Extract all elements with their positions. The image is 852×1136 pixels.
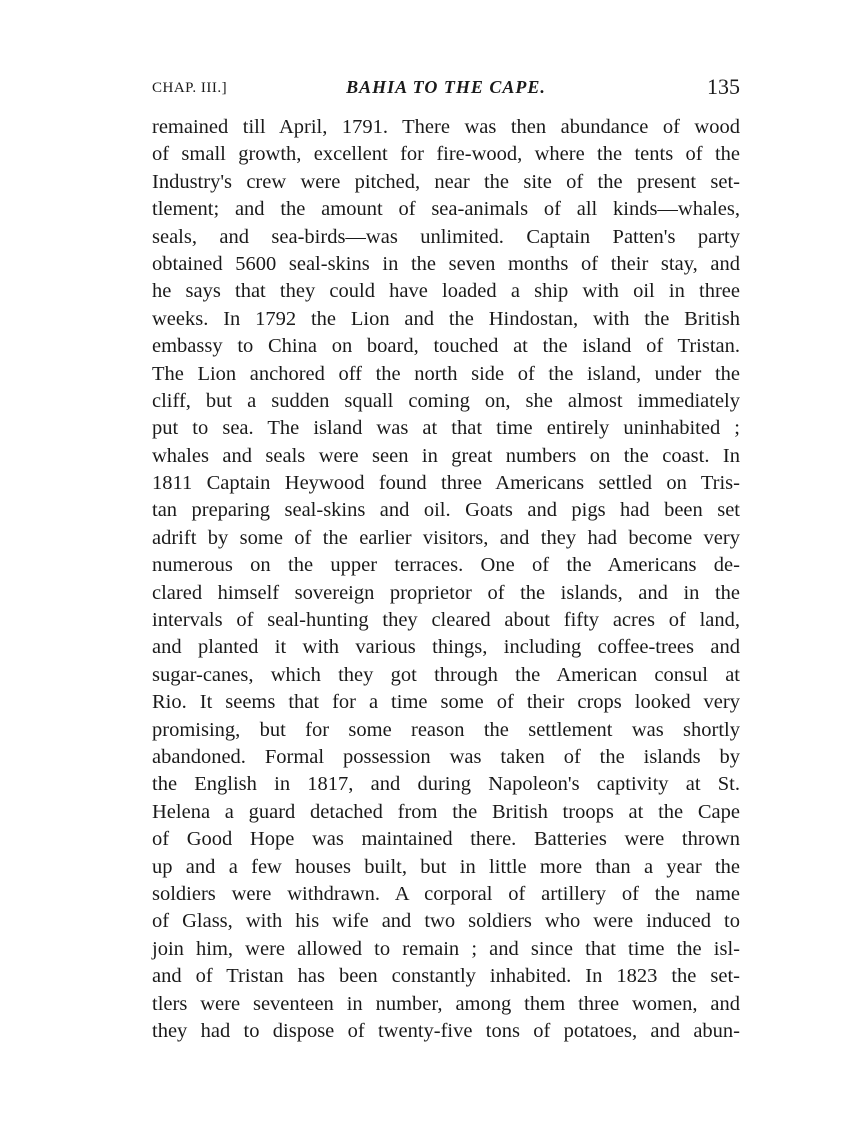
text-line: obtained 5600 seal-skins in the seven months of their stay, and (152, 252, 740, 275)
text-line: of Glass, with his wife and two soldiers who were induced to (152, 910, 740, 933)
text-line: they had to dispose of twenty-five tons of potatoes, and abun- (152, 1019, 740, 1042)
text-line: he says that they could have loaded a ship with oil in three (152, 280, 740, 303)
text-line: and of Tristan has been constantly inhabited. In 1823 the set- (152, 965, 740, 988)
text-line: up and a few houses built, but in little more than a year the (152, 855, 740, 878)
text-line: Industry's crew were pitched, near the site of the present set- (152, 170, 740, 193)
text-line: join him, were allowed to remain ; and since that time the isl- (152, 937, 740, 960)
text-line: tan preparing seal-skins and oil. Goats and pigs had been set (152, 499, 740, 522)
text-line: clared himself sovereign proprietor of the islands, and in the (152, 581, 740, 604)
text-line: adrift by some of the earlier visitors, and they had become very (152, 526, 740, 549)
text-line: remained till April, 1791. There was then abundance of wood (152, 116, 740, 138)
text-line: The Lion anchored off the north side of the island, under the (152, 362, 740, 385)
text-line: tlement; and the amount of sea-animals of all kinds—whales, (152, 198, 740, 221)
text-line: of Good Hope was maintained there. Batteries were thrown (152, 828, 740, 851)
text-line: numerous on the upper terraces. One of the Americans de- (152, 554, 740, 577)
text-line: tlers were seventeen in number, among them three women, and (152, 992, 740, 1015)
page-number: 135 (707, 74, 740, 99)
text-line: cliff, but a sudden squall coming on, she almost immediately (152, 389, 740, 412)
text-line: soldiers were withdrawn. A corporal of artillery of the name (152, 882, 740, 905)
text-line: whales and seals were seen in great numbers on the coast. In (152, 444, 740, 467)
running-title: BAHIA TO THE CAPE. (346, 77, 546, 97)
text-line: put to sea. The island was at that time entirely uninhabited ; (152, 417, 740, 440)
text-line: Rio. It seems that for a time some of their crops looked very (152, 691, 740, 714)
text-line: 1811 Captain Heywood found three Americans settled on Tris- (152, 472, 740, 495)
text-line: of small growth, excellent for fire-wood, where the tents of the (152, 143, 740, 166)
text-line: seals, and sea-birds—was unlimited. Captain Patten's party (152, 225, 740, 248)
body-text (152, 114, 740, 1045)
text-line: weeks. In 1792 the Lion and the Hindostan, with the British (152, 307, 740, 330)
text-line: Helena a guard detached from the British troops at the Cape (152, 800, 740, 823)
text-line: and planted it with various things, including coffee-trees and (152, 636, 740, 659)
chapter-marker: CHAP. III.] (152, 80, 228, 96)
text-line: sugar-canes, which they got through the American consul at (152, 663, 740, 686)
text-line: intervals of seal-hunting they cleared about fifty acres of land, (152, 609, 740, 632)
text-line: promising, but for some reason the settlement was shortly (152, 718, 740, 741)
text-line: the English in 1817, and during Napoleon's captivity at St. (152, 773, 740, 796)
running-head (152, 76, 740, 102)
text-line: abandoned. Formal possession was taken of the islands by (152, 745, 740, 768)
text-line: embassy to China on board, touched at the island of Tristan. (152, 335, 740, 358)
